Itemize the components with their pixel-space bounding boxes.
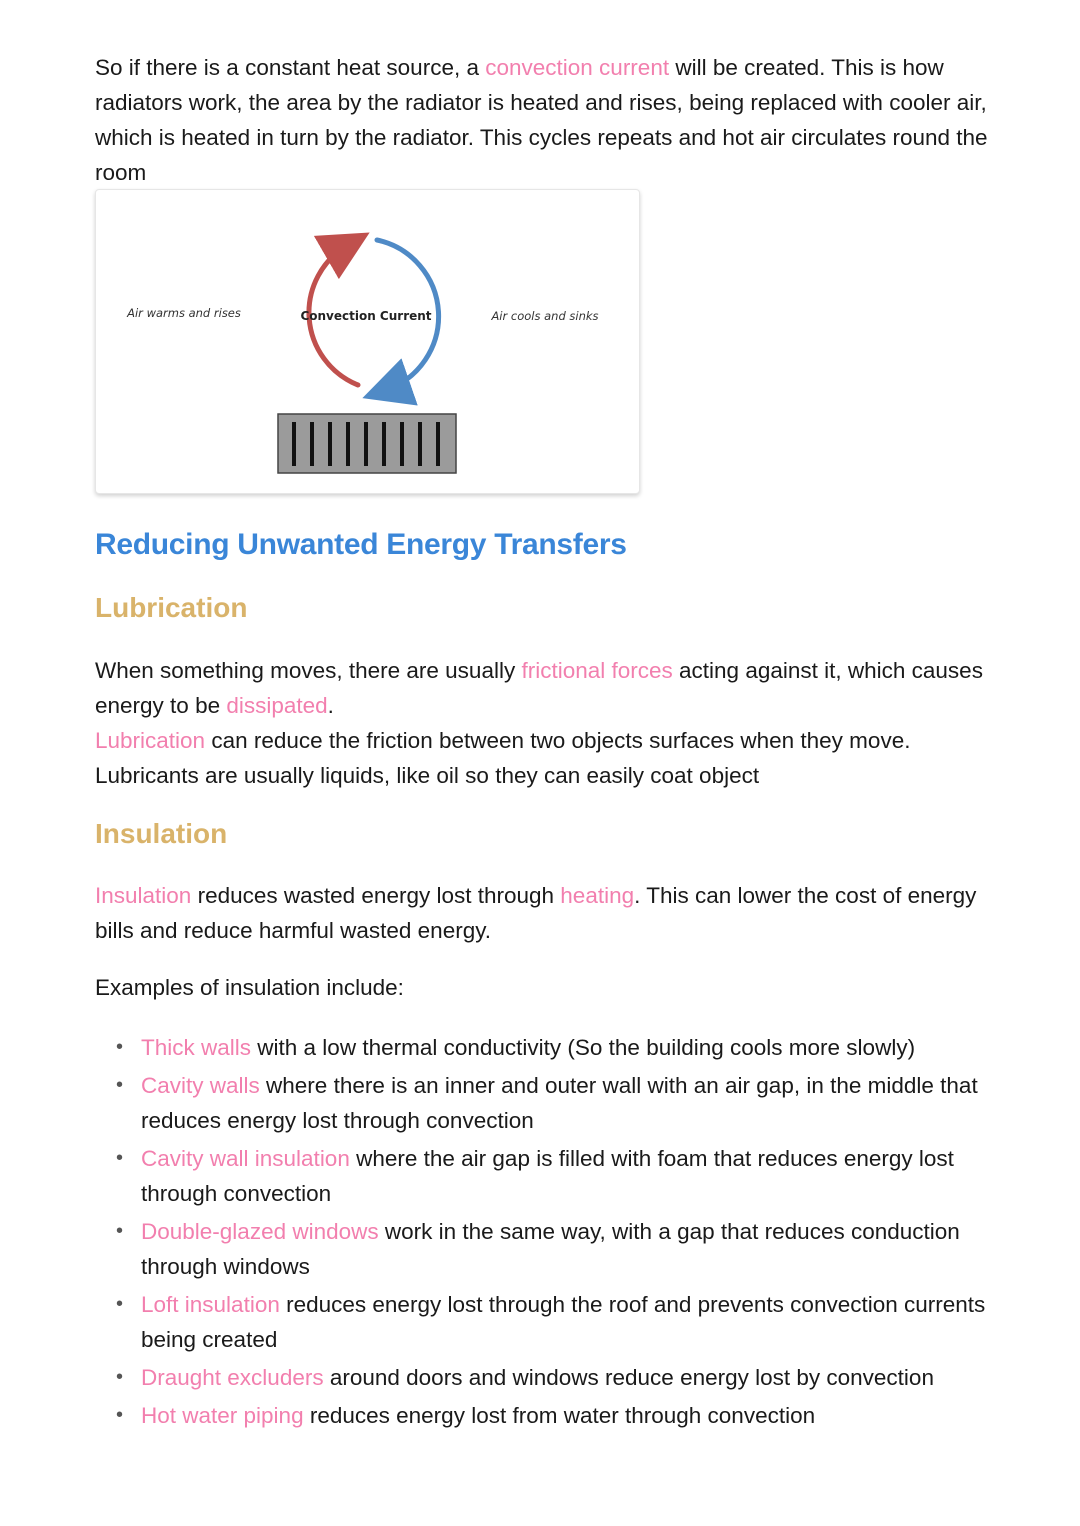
lub-p1-before: When something moves, there are usually xyxy=(95,658,522,683)
list-item xyxy=(95,1287,995,1357)
center-label: Convection Current xyxy=(300,309,432,323)
insulation-paragraph xyxy=(95,878,995,948)
bullet-icon: • xyxy=(116,1220,124,1242)
bullet-icon: • xyxy=(116,1074,124,1096)
intro-text-after: will be created. This is how radiators work, the area by the radiator is heated and rises, being replaced with cooler air, which is heated in turn by the radiator. This cycles repeats and hot air circulates round the room xyxy=(95,55,988,185)
lubrication-paragraph-1 xyxy=(95,653,995,723)
lubrication-paragraph-2 xyxy=(95,723,995,793)
term-convection-current: convection current xyxy=(485,55,670,80)
list-item-text: work in the same way, with a gap that reduces conduction through windows xyxy=(141,1219,960,1279)
list-item xyxy=(95,1214,995,1284)
list-item-text: where the air gap is filled with foam that reduces energy lost through convection xyxy=(141,1146,954,1206)
ins-p1-mid: reduces wasted energy lost through xyxy=(191,883,561,908)
list-item-term: Double-glazed windows xyxy=(141,1219,379,1244)
term-heating: heating xyxy=(560,883,635,908)
list-item xyxy=(95,1398,995,1433)
list-item-term: Cavity walls xyxy=(141,1073,260,1098)
right-label: Air cools and sinks xyxy=(491,309,599,323)
convection-diagram-svg xyxy=(96,190,639,493)
list-item-text: where there is an inner and outer wall with an air gap, in the middle that reduces energy lost through convection xyxy=(141,1073,978,1133)
list-item-text: reduces energy lost through the roof and prevents convection currents being created xyxy=(141,1292,986,1352)
convection-diagram xyxy=(95,189,640,494)
bullet-icon: • xyxy=(116,1036,124,1058)
lub-p1-mid: acting against it, which causes energy to be xyxy=(95,658,983,718)
lubrication-body xyxy=(95,653,995,793)
lub-p1-after: . xyxy=(327,693,334,718)
list-item xyxy=(95,1030,995,1065)
intro-paragraph xyxy=(95,50,995,190)
insulation-heading: Insulation xyxy=(95,818,228,849)
bullet-icon: • xyxy=(116,1366,124,1388)
intro-text-before: So if there is a constant heat source, a xyxy=(95,55,486,80)
list-item xyxy=(95,1360,995,1395)
list-item xyxy=(95,1068,995,1138)
examples-intro: Examples of insulation include: xyxy=(95,975,404,1000)
list-item-term: Loft insulation xyxy=(141,1292,280,1317)
ins-p1-after: . This can lower the cost of energy bills and reduce harmful wasted energy. xyxy=(95,883,977,943)
lub-p2-after: can reduce the friction between two objects surfaces when they move. Lubricants are usually liquids, like oil so they can easily coat object xyxy=(95,728,911,788)
list-item-term: Draught excluders xyxy=(141,1365,324,1390)
insulation-examples-list xyxy=(95,1030,995,1436)
radiator-icon xyxy=(278,414,456,473)
term-lubrication: Lubrication xyxy=(95,728,206,753)
list-item-term: Hot water piping xyxy=(141,1403,304,1428)
list-item-term: Cavity wall insulation xyxy=(141,1146,350,1171)
bullet-icon: • xyxy=(116,1404,124,1426)
list-item-term: Thick walls xyxy=(141,1035,252,1060)
left-label: Air warms and rises xyxy=(127,306,241,320)
list-item-text: reduces energy lost from water through convection xyxy=(303,1403,816,1428)
list-item-text: with a low thermal conductivity (So the building cools more slowly) xyxy=(251,1035,916,1060)
list-item-text: around doors and windows reduce energy lost by convection xyxy=(323,1365,934,1390)
lubrication-heading: Lubrication xyxy=(95,592,248,623)
term-dissipated: dissipated xyxy=(226,693,328,718)
term-frictional-forces: frictional forces xyxy=(521,658,673,683)
bullet-icon: • xyxy=(116,1147,124,1169)
section-heading: Reducing Unwanted Energy Transfers xyxy=(95,528,627,561)
bullet-icon: • xyxy=(116,1293,124,1315)
term-insulation: Insulation xyxy=(95,883,192,908)
list-item xyxy=(95,1141,995,1211)
